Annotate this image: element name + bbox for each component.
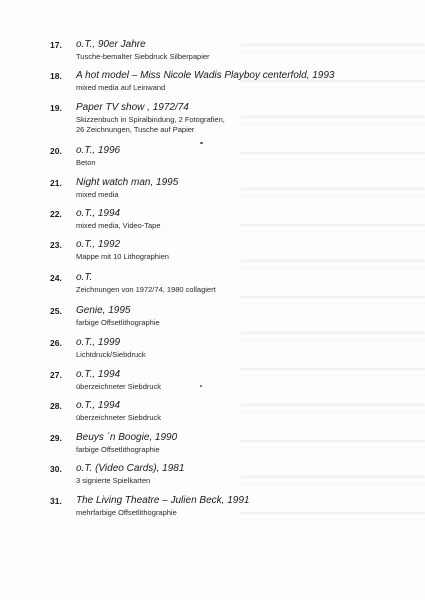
entry-title: o.T. <box>76 272 93 283</box>
entry-description <box>76 285 216 295</box>
entry-number: 21. <box>50 178 62 188</box>
entry-description-line: Mappe mit 10 Lithographien <box>76 252 169 261</box>
entry-number: 20. <box>50 146 62 156</box>
entry-description-line: mehrfarbige Offsetlithographie <box>76 508 177 517</box>
entry-description <box>76 508 177 518</box>
entry-title: o.T., 1994 <box>76 400 121 411</box>
entry-title: Paper TV show , 1972/74 <box>76 102 189 113</box>
entry-description-line: überzeichneter Siebdruck <box>76 382 162 391</box>
entry-description <box>76 158 96 168</box>
entry-title: The Living Theatre – Julien Beck, 1991 <box>76 495 250 506</box>
entry-description <box>76 190 119 200</box>
entry-title: Night watch man, 1995 <box>76 177 179 188</box>
entry-description-line: 26 Zeichnungen, Tusche auf Papier <box>76 124 195 134</box>
entry-description-line: Skizzenbuch in Spiralbindung, 2 Fotografien, <box>76 115 225 124</box>
show-through-text <box>240 20 425 540</box>
entry-number: 24. <box>50 273 62 283</box>
entry-number: 18. <box>50 71 62 81</box>
scan-speck <box>200 385 202 387</box>
entry-title: o.T., 1994 <box>76 208 121 219</box>
entry-description <box>76 382 161 392</box>
entry-number: 17. <box>50 40 62 50</box>
entry-description <box>76 52 210 62</box>
entry-description <box>76 476 150 486</box>
entry-description-line: mixed media auf Leinwand <box>76 83 166 92</box>
entry-description <box>76 413 161 423</box>
entry-description <box>76 221 161 231</box>
entry-title: o.T., 1999 <box>76 337 121 348</box>
entry-description-line: 3 signierte Spielkarten <box>76 476 151 485</box>
entry-number: 29. <box>50 433 62 443</box>
entry-number: 26. <box>50 338 62 348</box>
entry-description-line: Tusche-bemalter Siebdruck Silberpapier <box>76 52 210 61</box>
entry-description-line: mixed media, Video-Tape <box>76 221 161 230</box>
entry-title: o.T., 1992 <box>76 239 121 250</box>
entry-description <box>76 252 169 262</box>
entry-title: o.T., 1994 <box>76 369 121 380</box>
entry-description-line: farbige Offsetlithographie <box>76 445 160 454</box>
entry-description <box>76 350 146 360</box>
entry-description-line: mixed media <box>76 190 119 199</box>
entry-number: 19. <box>50 103 62 113</box>
entry-description <box>76 445 160 455</box>
entry-description-line: Zeichnungen von 1972/74, 1980 collagiert <box>76 285 216 294</box>
entry-description <box>76 318 160 328</box>
scan-speck <box>200 142 203 144</box>
entry-number: 23. <box>50 240 62 250</box>
entry-description-line: Lichtdruck/Siebdruck <box>76 350 146 359</box>
entry-description-line: überzeichneter Siebdruck <box>76 413 162 422</box>
entry-title: o.T., 1996 <box>76 145 121 156</box>
entry-number: 30. <box>50 464 62 474</box>
entry-number: 22. <box>50 209 62 219</box>
entry-title: o.T. (Video Cards), 1981 <box>76 463 185 474</box>
entry-description-line: Beton <box>76 158 96 167</box>
entry-title: o.T., 90er Jahre <box>76 39 146 50</box>
entry-title: Genie, 1995 <box>76 305 131 316</box>
entry-number: 28. <box>50 401 62 411</box>
entry-description <box>76 83 165 93</box>
entry-number: 27. <box>50 370 62 380</box>
entry-number: 31. <box>50 496 62 506</box>
entry-title: A hot model – Miss Nicole Wadis Playboy centerfold, 1993 <box>76 70 335 81</box>
entry-description <box>76 115 225 134</box>
entry-number: 25. <box>50 306 62 316</box>
entry-title: Beuys ´n Boogie, 1990 <box>76 432 178 443</box>
entry-description-line: farbige Offsetlithographie <box>76 318 160 327</box>
